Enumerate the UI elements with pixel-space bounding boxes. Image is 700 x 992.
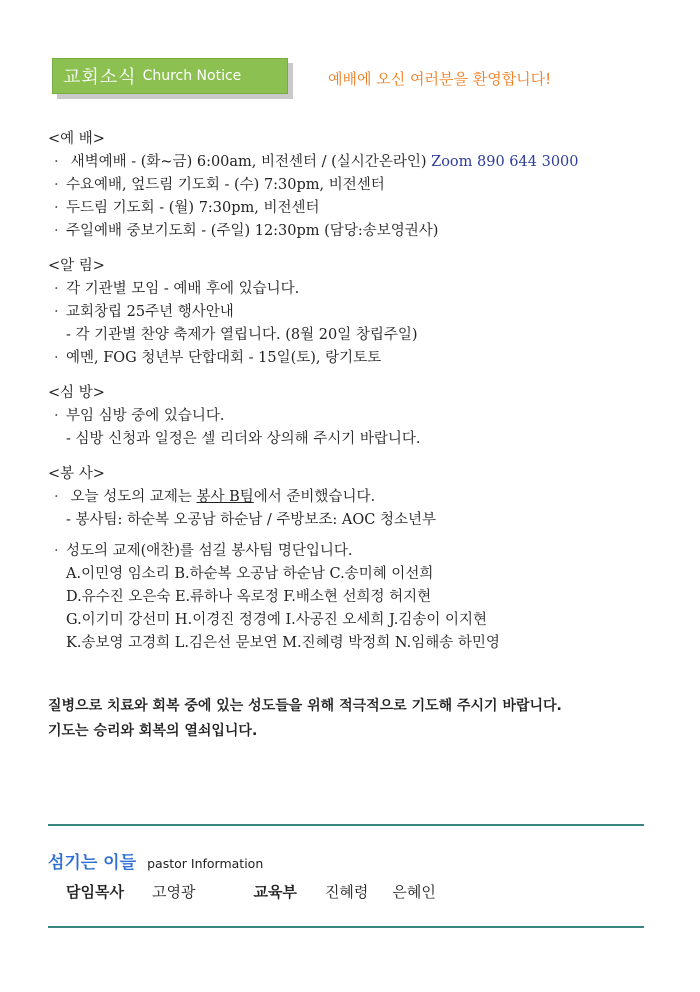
staff-title: 섬기는 이들	[48, 853, 137, 873]
team-list-row: A.이민영 임소리 B.하순복 오공남 하순남 C.송미혜 이선희	[66, 566, 434, 582]
worship-item	[48, 151, 658, 174]
prayer-line: 기도는 승리와 회복의 열쇠입니다.	[48, 723, 258, 739]
team-list-row: G.이기미 강선미 H.이경진 정경예 I.사공진 오세희 J.김송이 이지현	[66, 612, 487, 628]
service-item: · 성도의 교제(애찬)를 섬길 봉사팀 명단입니다.	[48, 540, 658, 563]
notice-item: · 예멘, FOG 청년부 단합대회 - 15일(토), 랑기토토	[48, 347, 658, 370]
church-notice-banner	[52, 58, 288, 94]
service-subitem: - 봉사팀: 하순복 오공남 하순남 / 주방보조: AOC 청소년부	[66, 512, 437, 528]
visit-section	[48, 382, 658, 451]
notice-subitem: - 각 기관별 찬양 축제가 열립니다. (8월 20일 창립주일)	[66, 327, 418, 343]
visit-item: · 부임 심방 중에 있습니다.	[48, 405, 658, 428]
prayer-line: 질병으로 치료와 회복 중에 있는 성도들을 위해 적극적으로 기도해 주시기 바랍니다.	[48, 698, 562, 714]
welcome-message: 예배에 오신 여러분을 환영합니다!	[328, 70, 552, 88]
service-team-underlined: 봉사 B팀	[196, 489, 254, 505]
notice-section	[48, 255, 658, 370]
visit-subitem: - 심방 신청과 일정은 셀 리더와 상의해 주시기 바랍니다.	[66, 431, 421, 447]
prayer-notes	[48, 694, 648, 744]
zoom-id: Zoom 890 644 3000	[431, 154, 579, 170]
service-item	[48, 486, 658, 509]
worship-section	[48, 128, 658, 243]
service-text-b: 에서 준비했습니다.	[253, 489, 376, 505]
staff-section	[48, 848, 648, 902]
notice-title: <알 림>	[48, 258, 105, 274]
divider-bottom	[48, 926, 644, 928]
worship-item: · 두드림 기도회 - (월) 7:30pm, 비전센터	[48, 197, 658, 220]
notice-item: · 교회창립 25주년 행사안내	[48, 301, 658, 324]
education-name: 은혜인	[392, 883, 436, 901]
visit-title: <심 방>	[48, 385, 105, 401]
divider-top	[48, 824, 644, 826]
service-section	[48, 463, 658, 655]
worship-title: <예 배>	[48, 131, 105, 147]
role-senior-pastor: 담임목사	[66, 883, 124, 901]
notice-header	[52, 58, 692, 102]
dawn-service-text: 새벽예배 - (화~금) 6:00am, 비전센터 / (실시간온라인)	[70, 154, 427, 170]
service-title: <봉 사>	[48, 466, 105, 482]
team-list-row: D.유수진 오은숙 E.류하나 옥로정 F.배소현 선희정 허지현	[66, 589, 432, 605]
education-name: 진혜령	[324, 883, 369, 901]
worship-item: · 주일예배 중보기도회 - (주일) 12:30pm (담당:송보영권사)	[48, 220, 658, 243]
service-text-a: 오늘 성도의 교제는	[70, 489, 197, 505]
role-education: 교육부	[253, 883, 297, 901]
banner-title-ko: 교회소식	[63, 67, 137, 88]
notice-content	[48, 128, 658, 667]
worship-item: · 수요예배, 엎드림 기도회 - (수) 7:30pm, 비전센터	[48, 174, 658, 197]
staff-title-en: pastor Information	[147, 856, 264, 871]
senior-pastor-name: 고영광	[151, 883, 196, 901]
banner-title-en: Church Notice	[142, 68, 242, 84]
team-list-row: K.송보영 고경희 L.김은선 문보연 M.진혜령 박정희 N.임해송 하민영	[66, 635, 500, 651]
staff-row	[48, 881, 648, 902]
notice-item: · 각 기관별 모임 - 예배 후에 있습니다.	[48, 278, 658, 301]
